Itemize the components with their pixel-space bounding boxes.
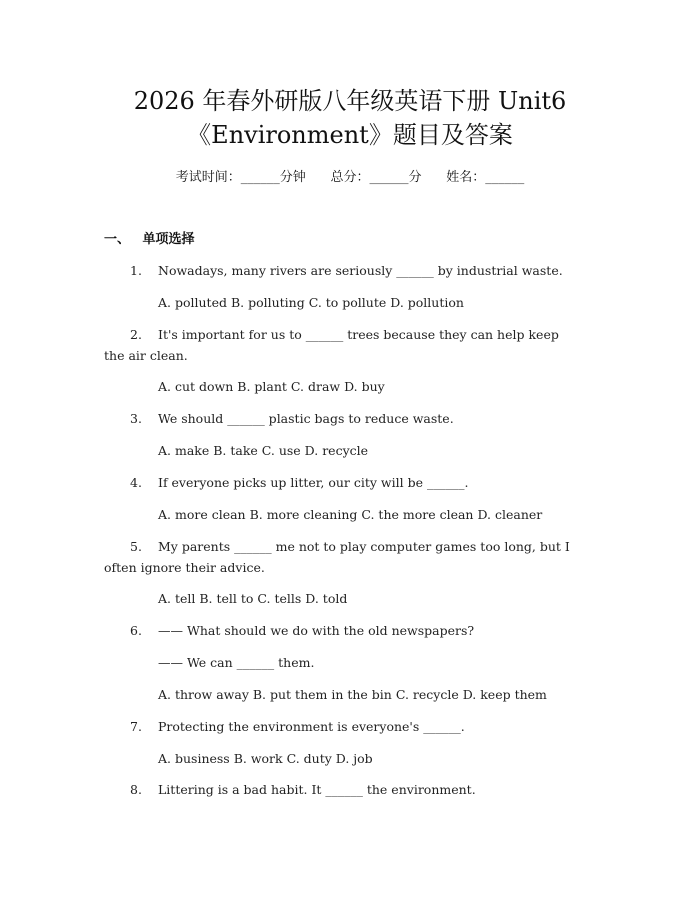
question-text: It's important for us to ______ trees because they can help keep — [158, 327, 559, 342]
exam-info-line: 考试时间：______分钟 总分：______分 姓名：______ — [175, 170, 525, 185]
question-1-options: A. polluted B. polluting C. to pollute D. pollution — [158, 295, 464, 310]
question-1 — [104, 260, 604, 281]
question-5-continued: often ignore their advice. — [104, 560, 265, 575]
question-2-continued: the air clean. — [104, 348, 188, 363]
question-text: If everyone picks up litter, our city will be ______. — [158, 475, 469, 490]
question-text: —— What should we do with the old newspapers? — [158, 623, 475, 638]
section-title: 单项选择 — [142, 232, 195, 247]
question-7-options: A. business B. work C. duty D. job — [158, 751, 373, 766]
question-3 — [104, 408, 604, 429]
question-number: 6. — [130, 623, 142, 638]
question-text: My parents ______ me not to play computer games too long, but I — [158, 539, 570, 554]
question-number: 1. — [130, 263, 142, 278]
question-2 — [104, 324, 604, 345]
question-5 — [104, 536, 604, 557]
document-title-line2: 《Environment》题目及答案 — [187, 121, 513, 149]
question-number: 8. — [130, 782, 142, 797]
question-text: Nowadays, many rivers are seriously ______ by industrial waste. — [158, 263, 563, 278]
question-2-options: A. cut down B. plant C. draw D. buy — [158, 379, 385, 394]
question-number: 7. — [130, 719, 142, 734]
question-6-dialogue-reply: —— We can ______ them. — [158, 655, 315, 670]
question-text: Littering is a bad habit. It ______ the environment. — [158, 782, 476, 797]
question-6 — [104, 620, 604, 641]
document-title-line1: 2026 年春外研版八年级英语下册 Unit6 — [133, 87, 567, 115]
question-4-options: A. more clean B. more cleaning C. the more clean D. cleaner — [158, 507, 543, 522]
question-number: 3. — [130, 411, 142, 426]
question-3-options: A. make B. take C. use D. recycle — [158, 443, 369, 458]
section-number: 一、 — [104, 232, 131, 247]
question-number: 5. — [130, 539, 142, 554]
question-6-options: A. throw away B. put them in the bin C. recycle D. keep them — [158, 687, 547, 702]
section-heading — [104, 230, 195, 250]
question-5-options: A. tell B. tell to C. tells D. told — [158, 591, 348, 606]
question-4 — [104, 472, 604, 493]
question-8 — [104, 779, 604, 800]
question-number: 4. — [130, 475, 142, 490]
question-7 — [104, 716, 604, 737]
question-text: Protecting the environment is everyone's ______. — [158, 719, 465, 734]
question-text: We should ______ plastic bags to reduce waste. — [158, 411, 454, 426]
question-number: 2. — [130, 327, 142, 342]
